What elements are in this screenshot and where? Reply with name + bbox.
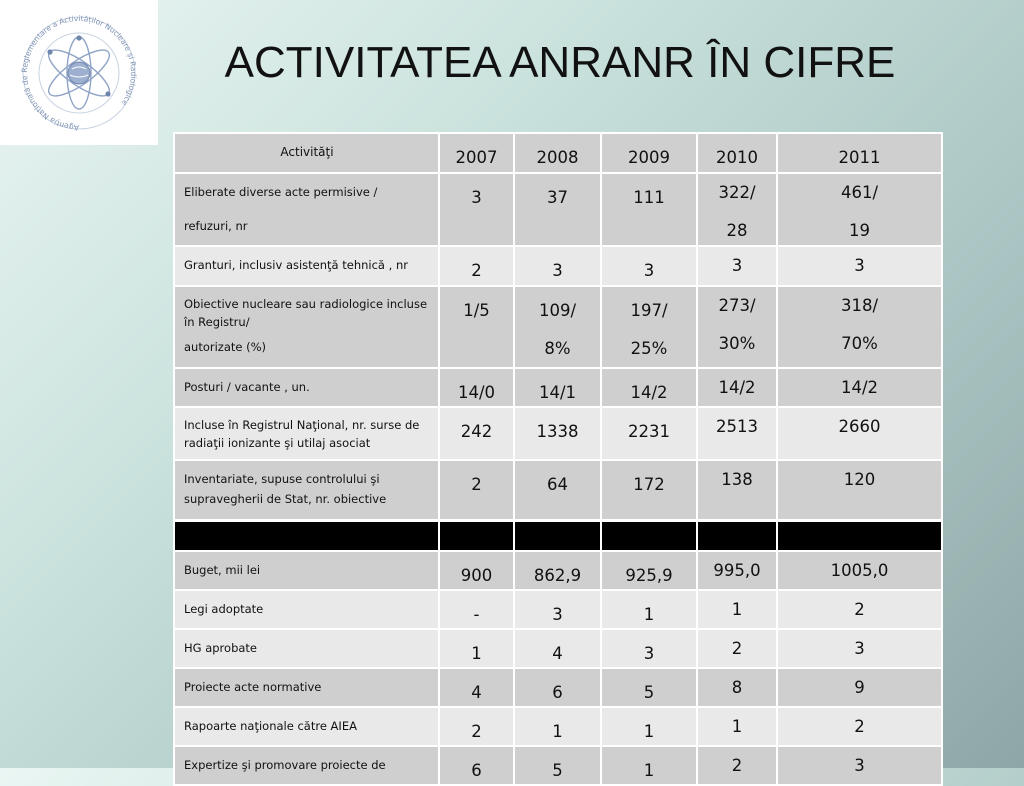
header-cell: 2010 xyxy=(697,133,777,173)
logo-ring-text: Agenția Națională de Reglementare a Activităților Nucleare și Radiologice xyxy=(20,13,139,133)
table-row xyxy=(174,286,942,368)
header-cell: 2008 xyxy=(514,133,601,173)
atom-logo-icon xyxy=(0,0,158,145)
value-cell: 37 xyxy=(514,173,601,246)
activity-table xyxy=(173,132,943,521)
row-label-line: refuzuri, nr xyxy=(184,219,248,234)
table-row xyxy=(174,173,942,246)
value-cell: 1 xyxy=(697,707,777,746)
table-row xyxy=(174,707,942,746)
value-cell: 925,9 xyxy=(601,551,697,590)
value-cell: 4 xyxy=(439,668,514,707)
value-cell: 2 xyxy=(439,707,514,746)
value-cell: 1/5 xyxy=(439,286,514,368)
row-label xyxy=(174,173,439,246)
value-cell: 3 xyxy=(514,246,601,286)
header-cell xyxy=(174,521,439,551)
value-cell: 2660 xyxy=(777,407,942,460)
value-cell: 3 xyxy=(439,173,514,246)
value-cell: 14/2 xyxy=(601,368,697,407)
row-label: Rapoarte naţionale către AIEA xyxy=(174,707,439,746)
value-cell: 172 xyxy=(601,460,697,520)
value-cell: 9 xyxy=(777,668,942,707)
value-cell: 197/ 25% xyxy=(601,286,697,368)
row-label: Granturi, inclusiv asistenţă tehnică , nr xyxy=(174,246,439,286)
value-cell: 242 xyxy=(439,407,514,460)
row-label-line: autorizate (%) xyxy=(184,339,267,354)
table-row xyxy=(174,746,942,785)
value-cell: 2 xyxy=(777,707,942,746)
header-cell xyxy=(601,521,697,551)
table-header-row xyxy=(174,521,942,551)
value-cell: 4 xyxy=(514,629,601,668)
header-cell xyxy=(514,521,601,551)
value-cell: 1 xyxy=(601,746,697,785)
row-label: Proiecte acte normative xyxy=(174,668,439,707)
row-label: Inventariate, supuse controlului şi supravegherii de Stat, nr. obiective xyxy=(174,460,439,520)
row-label-line: Eliberate diverse acte permisive / xyxy=(184,185,378,199)
value-cell: 2 xyxy=(697,746,777,785)
value-cell: 64 xyxy=(514,460,601,520)
value-cell: 1 xyxy=(439,629,514,668)
header-cell: 2009 xyxy=(601,133,697,173)
table-row xyxy=(174,460,942,520)
table-row xyxy=(174,629,942,668)
page-title: ACTIVITATEA ANRANR ÎN CIFRE xyxy=(224,38,896,87)
value-cell: 111 xyxy=(601,173,697,246)
value-cell: 1 xyxy=(601,707,697,746)
value-cell: 1005,0 xyxy=(777,551,942,590)
value-cell: 2 xyxy=(439,246,514,286)
value-cell: 995,0 xyxy=(697,551,777,590)
value-cell: 14/2 xyxy=(777,368,942,407)
header-cell: 2007 xyxy=(439,133,514,173)
header-cell xyxy=(777,521,942,551)
logo-box xyxy=(0,0,158,145)
value-cell: 900 xyxy=(439,551,514,590)
table-row xyxy=(174,590,942,629)
table-row xyxy=(174,368,942,407)
value-cell: 322/ 28 xyxy=(697,173,777,246)
row-label-line: Obiective nucleare sau radiologice incluse în Registru/ xyxy=(184,297,428,330)
value-cell: 138 xyxy=(697,460,777,520)
budget-legislation-table xyxy=(173,520,943,786)
value-cell: 2231 xyxy=(601,407,697,460)
value-cell: 14/2 xyxy=(697,368,777,407)
value-cell: 273/ 30% xyxy=(697,286,777,368)
value-cell: 5 xyxy=(514,746,601,785)
value-cell: 1 xyxy=(514,707,601,746)
table-row xyxy=(174,407,942,460)
row-label: Buget, mii lei xyxy=(174,551,439,590)
value-cell: 2 xyxy=(777,590,942,629)
header-cell: Activităţi xyxy=(174,133,439,173)
value-cell: 2513 xyxy=(697,407,777,460)
value-cell: - xyxy=(439,590,514,629)
value-cell: 2 xyxy=(439,460,514,520)
row-label: Incluse în Registrul Naţional, nr. surse de radiaţii ionizante şi utilaj asociat xyxy=(174,407,439,460)
row-label: Expertize şi promovare proiecte de xyxy=(174,746,439,785)
header-cell xyxy=(439,521,514,551)
row-label: Legi adoptate xyxy=(174,590,439,629)
row-label xyxy=(174,286,439,368)
value-cell: 3 xyxy=(777,746,942,785)
value-cell: 3 xyxy=(777,629,942,668)
value-cell: 862,9 xyxy=(514,551,601,590)
value-cell: 8 xyxy=(697,668,777,707)
value-cell: 3 xyxy=(514,590,601,629)
value-cell: 1 xyxy=(601,590,697,629)
value-cell: 1338 xyxy=(514,407,601,460)
value-cell: 461/ 19 xyxy=(777,173,942,246)
value-cell: 14/0 xyxy=(439,368,514,407)
value-cell: 2 xyxy=(697,629,777,668)
row-label: HG aprobate xyxy=(174,629,439,668)
table-row xyxy=(174,668,942,707)
row-label: Posturi / vacante , un. xyxy=(174,368,439,407)
value-cell: 3 xyxy=(601,629,697,668)
value-cell: 5 xyxy=(601,668,697,707)
value-cell: 1 xyxy=(697,590,777,629)
value-cell: 3 xyxy=(697,246,777,286)
table-row xyxy=(174,246,942,286)
value-cell: 14/1 xyxy=(514,368,601,407)
value-cell: 318/ 70% xyxy=(777,286,942,368)
table-header-row xyxy=(174,133,942,173)
value-cell: 120 xyxy=(777,460,942,520)
value-cell: 3 xyxy=(777,246,942,286)
header-cell: 2011 xyxy=(777,133,942,173)
value-cell: 3 xyxy=(601,246,697,286)
table-row xyxy=(174,551,942,590)
value-cell: 109/ 8% xyxy=(514,286,601,368)
value-cell: 6 xyxy=(514,668,601,707)
header-cell xyxy=(697,521,777,551)
value-cell: 6 xyxy=(439,746,514,785)
